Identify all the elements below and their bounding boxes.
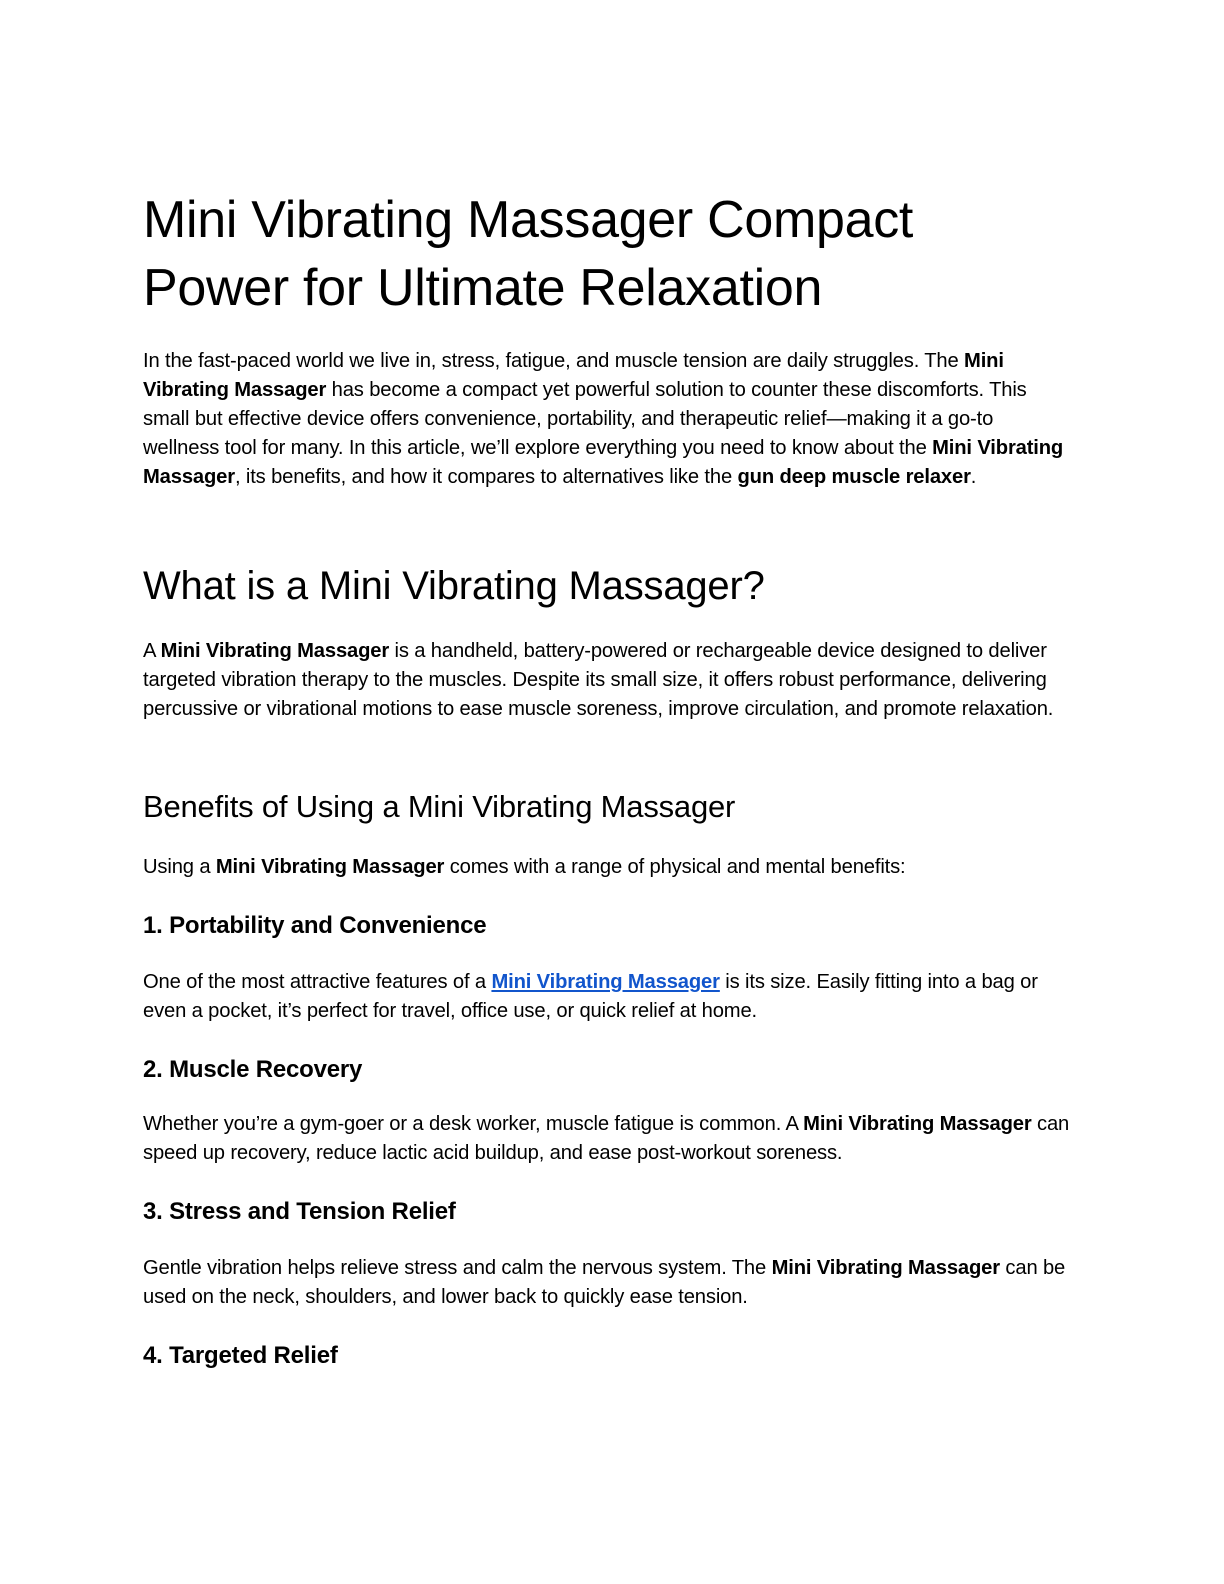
benefits-text-2: comes with a range of physical and mental benefits: <box>444 856 906 878</box>
benefit-2-bold-1: Mini Vibrating Massager <box>803 1113 1032 1135</box>
intro-text-2: has become a compact yet powerful solution to counter these discomforts. This small but effective device offers convenience, portability, and therapeutic relief—making it a go-to wellness tool for many. In this article, we’ll explore everything you need to know about the <box>143 379 1027 459</box>
benefit-3-paragraph <box>143 1254 1073 1312</box>
heading-benefits: Benefits of Using a Mini Vibrating Massager <box>143 789 736 824</box>
benefit-2-text-1: Whether you’re a gym-goer or a desk worker, muscle fatigue is common. A <box>143 1113 804 1135</box>
benefit-1-paragraph <box>143 968 1073 1026</box>
benefit-2-paragraph <box>143 1110 1073 1168</box>
intro-bold-1: Mini Vibrating Massager <box>143 350 1004 401</box>
mini-vibrating-massager-link[interactable]: Mini Vibrating Massager <box>491 971 720 993</box>
heading-what-is: What is a Mini Vibrating Massager? <box>143 564 765 608</box>
benefit-3-bold-1: Mini Vibrating Massager <box>771 1257 1000 1279</box>
what-bold-1: Mini Vibrating Massager <box>160 640 390 662</box>
what-text-2: is a handheld, battery-powered or rechargeable device designed to deliver targeted vibration therapy to the muscles. Despite its small size, it offers robust performance, delivering percussive or vibrational motions to ease muscle soreness, improve circulation, and promote relaxation. <box>143 640 1054 720</box>
title-line-2: Power for Ultimate Relaxation <box>143 259 823 317</box>
benefit-1-text-1: One of the most attractive features of a <box>143 971 492 993</box>
benefit-3-text-1: Gentle vibration helps relieve stress and calm the nervous system. The <box>143 1257 772 1279</box>
benefit-2-text-2: can speed up recovery, reduce lactic acid buildup, and ease post-workout soreness. <box>143 1113 1070 1164</box>
intro-bold-3: gun deep muscle relaxer <box>737 466 971 488</box>
heading-benefit-3: 3. Stress and Tension Relief <box>143 1198 456 1225</box>
intro-paragraph <box>143 347 1073 492</box>
document-title <box>143 186 1073 322</box>
intro-bold-2: Mini Vibrating Massager <box>143 437 1064 488</box>
heading-benefit-2: 2. Muscle Recovery <box>143 1056 363 1083</box>
what-is-paragraph <box>143 637 1073 724</box>
intro-text-3: , its benefits, and how it compares to alternatives like the <box>234 466 738 488</box>
benefits-text-1: Using a <box>143 856 216 878</box>
benefits-intro-paragraph <box>143 853 1073 882</box>
intro-text-4: . <box>970 466 977 488</box>
heading-benefit-1: 1. Portability and Convenience <box>143 912 487 939</box>
benefit-3-text-2: can be used on the neck, shoulders, and lower back to quickly ease tension. <box>143 1257 1066 1308</box>
title-line-1: Mini Vibrating Massager Compact <box>143 191 914 249</box>
benefits-bold-1: Mini Vibrating Massager <box>215 856 445 878</box>
what-text-1: A <box>143 640 161 662</box>
benefit-1-text-2: is its size. Easily fitting into a bag or even a pocket, it’s perfect for travel, office use, or quick relief at home. <box>143 971 1038 1022</box>
intro-text-1: In the fast-paced world we live in, stress, fatigue, and muscle tension are daily struggles. The <box>143 350 965 372</box>
heading-benefit-4: 4. Targeted Relief <box>143 1342 338 1369</box>
